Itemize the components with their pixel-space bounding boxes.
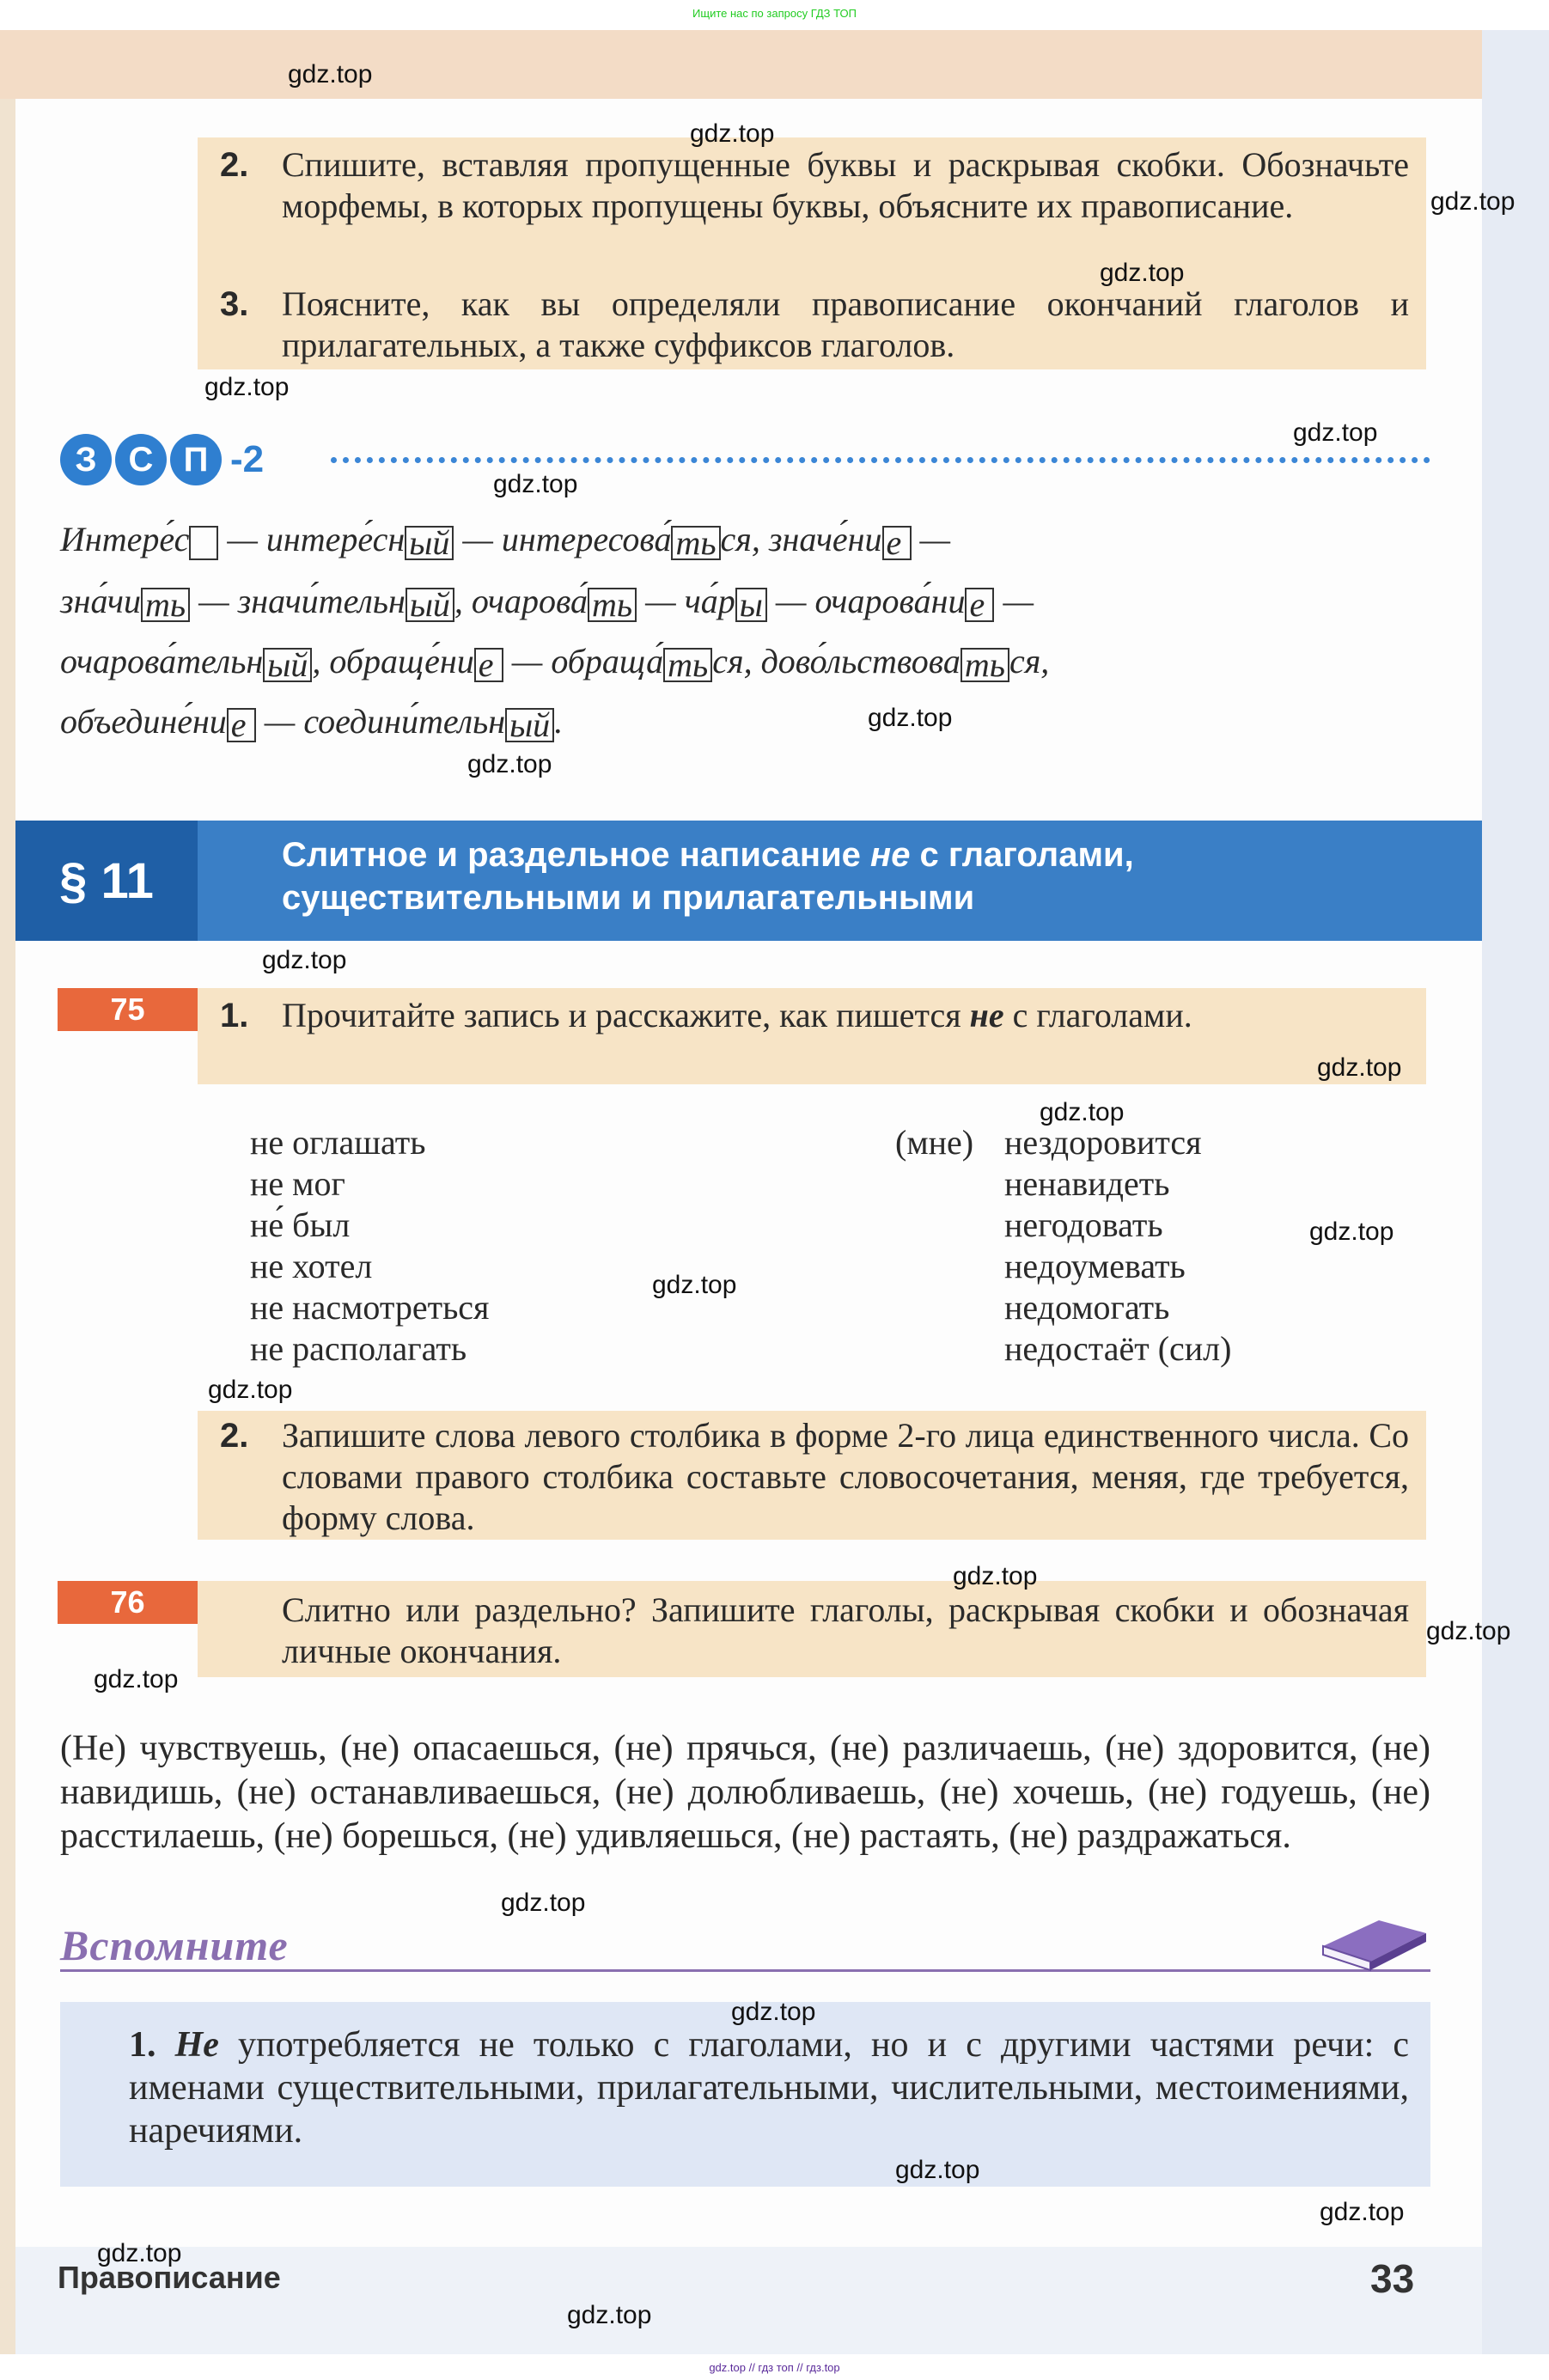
watermark: gdz.top xyxy=(868,704,953,732)
exercise-76-text: (Не) чувствуешь, (не) опасаешься, (не) прячься, (не) различаешь, (не) здоровится, (не) навидишь, (не) останавливаешься, (не) долюбливаешь, (не) хочешь, (не) годуешь, (не) расстилаешь, (не) борешься, (не) удивляешься, (не) растаять, (не) раздражаться. xyxy=(60,1729,1430,1856)
watermark: gdz.top xyxy=(1309,1217,1394,1246)
morpheme-line xyxy=(60,577,1034,626)
zsp-letter: З xyxy=(60,434,112,485)
ending-box: ть xyxy=(141,588,190,622)
task-76: Слитно или раздельно? Запишите глаголы, раскрывая скобки и обозначая личные окончания. xyxy=(282,1590,1409,1670)
remember-heading: Вспомните xyxy=(60,1921,289,1969)
word-part: очарова́тельн xyxy=(60,642,264,680)
watermark: gdz.top xyxy=(467,750,552,778)
task-text: Запишите слова левого столбика в форме 2-го лица единственного числа. Со словами правого столбика составьте словосочетания, меняя, где требуется, форму слова. xyxy=(282,1416,1409,1537)
rule-em: Не xyxy=(174,2025,219,2065)
word-item: негодовать xyxy=(1004,1205,1163,1244)
word-part: Интере́с xyxy=(60,520,190,558)
ending-box: е xyxy=(882,526,912,560)
page-top-band xyxy=(0,30,1482,99)
ending-box: ый xyxy=(263,648,312,682)
page-left-edge xyxy=(0,99,15,2354)
word-part: — обраща́ xyxy=(503,642,664,680)
word-part: — xyxy=(994,582,1034,620)
word-part: — соедини́тельн xyxy=(255,702,506,741)
watermark: gdz.top xyxy=(501,1889,586,1917)
ending-box: ый xyxy=(405,526,454,560)
watermark: gdz.top xyxy=(731,1998,816,2026)
watermark: gdz.top xyxy=(1100,259,1185,287)
title-part: Слитное и раздельное написание xyxy=(282,836,871,874)
remember-text xyxy=(129,2023,1409,2152)
task-text: Поясните, как вы определяли правописание окончаний глаголов и прилагательных, а также суффиксов глаголов. xyxy=(282,284,1409,364)
watermark: gdz.top xyxy=(1040,1098,1125,1126)
task-em: не xyxy=(969,996,1004,1034)
word-prefix: (мне) xyxy=(895,1123,974,1162)
ending-box: е xyxy=(965,588,994,622)
word-item: недомогать xyxy=(1004,1288,1170,1327)
watermark: gdz.top xyxy=(208,1376,293,1404)
task-number: 2. xyxy=(220,146,249,184)
ending-box: ый xyxy=(406,588,454,622)
section-title xyxy=(282,833,1467,919)
rule-number: 1. xyxy=(129,2025,156,2065)
word-part: , обраще́ни xyxy=(312,642,474,680)
word-part: — очарова́ни xyxy=(766,582,966,620)
word-item: не оглашать xyxy=(250,1123,426,1162)
ending-box: ть xyxy=(588,588,637,622)
task-text: Прочитайте запись и расскажите, как пишется xyxy=(282,996,970,1034)
watermark: gdz.top xyxy=(1430,187,1515,216)
ending-box: ы xyxy=(735,588,767,622)
word-item: не хотел xyxy=(250,1247,373,1285)
footer-section: Правописание xyxy=(58,2260,281,2295)
watermark: gdz.top xyxy=(493,470,578,498)
watermark: gdz.top xyxy=(94,1665,179,1693)
watermark: gdz.top xyxy=(204,373,290,401)
title-part: с глаголами, существительными и прилагательными xyxy=(282,836,1134,917)
section-number: § 11 xyxy=(15,821,198,941)
watermark: gdz.top xyxy=(690,119,775,148)
word-column-right xyxy=(1004,1122,1231,1370)
task-text: с глаголами. xyxy=(1003,996,1192,1034)
word-item: не насмотреться xyxy=(250,1288,490,1327)
word-item: недоумевать xyxy=(1004,1247,1186,1285)
exercise-badge-76: 76 xyxy=(58,1581,198,1624)
book-icon xyxy=(1319,1903,1430,1976)
word-item: ненавидеть xyxy=(1004,1164,1170,1203)
ending-box: ть xyxy=(961,648,1009,682)
task-number: 3. xyxy=(220,285,249,323)
word-item: не мог xyxy=(250,1164,345,1203)
exercise-badge-75: 75 xyxy=(58,988,198,1031)
watermark: gdz.top xyxy=(1317,1053,1402,1082)
word-part: — интересова́ xyxy=(454,520,672,558)
task-2-prev xyxy=(220,144,1409,227)
watermark: gdz.top xyxy=(1293,418,1378,447)
word-part: зна́чи xyxy=(60,582,142,620)
watermark: gdz.top xyxy=(288,60,373,88)
word-item: не́ был xyxy=(250,1205,351,1244)
ending-box: е xyxy=(474,648,503,682)
word-part: ся, значе́ни xyxy=(720,520,882,558)
word-part: объедине́ни xyxy=(60,702,227,741)
ending-box: ть xyxy=(663,648,712,682)
word-part: . xyxy=(554,702,564,741)
remember-underline xyxy=(60,1969,1430,1972)
ending-box: ть xyxy=(671,526,720,560)
ending-box xyxy=(189,526,218,560)
watermark: gdz.top xyxy=(652,1271,737,1299)
page-number: 33 xyxy=(1370,2256,1415,2301)
word-part: — xyxy=(911,520,951,558)
dotted-divider xyxy=(331,457,1430,463)
rule-text: употребляется не только с глаголами, но и с другими частями речи: с именами существительными, прилагательными, числительными, местоимениями, наречиями. xyxy=(129,2025,1410,2151)
watermark: gdz.top xyxy=(895,2156,980,2184)
task-75-2 xyxy=(220,1415,1409,1539)
morpheme-line xyxy=(60,698,563,746)
task-75-1 xyxy=(220,995,1409,1036)
word-part: ся, дово́льствова xyxy=(712,642,961,680)
word-part: ся, xyxy=(1009,642,1050,680)
ending-box: е xyxy=(227,708,256,742)
word-item: не располагать xyxy=(250,1329,467,1368)
word-part: — интере́сн xyxy=(218,520,406,558)
zsp-number: -2 xyxy=(230,438,265,480)
watermark: gdz.top xyxy=(97,2239,182,2267)
task-number: 1. xyxy=(220,997,249,1034)
morpheme-line xyxy=(60,516,950,564)
task-number: 2. xyxy=(220,1417,249,1455)
morpheme-line xyxy=(60,638,1049,686)
watermark: gdz.top xyxy=(953,1562,1038,1590)
title-em: не xyxy=(870,836,911,874)
word-part: — значи́тельн xyxy=(190,582,406,620)
ending-box: ый xyxy=(505,708,554,742)
word-part: , очарова́ xyxy=(454,582,588,620)
zsp-label xyxy=(60,434,264,485)
task-3-prev xyxy=(220,284,1409,366)
watermark: gdz.top xyxy=(567,2301,652,2329)
word-column-left xyxy=(250,1122,489,1370)
word-part: — ча́р xyxy=(637,582,735,620)
watermark: gdz.top xyxy=(1426,1617,1511,1645)
word-item: недостаёт (сил) xyxy=(1004,1329,1232,1368)
watermark: gdz.top xyxy=(1320,2198,1405,2226)
word-item: нездоровится xyxy=(1004,1123,1202,1162)
top-banner: Ищите нас по запросу ГДЗ ТОП xyxy=(0,0,1549,30)
watermark: gdz.top xyxy=(262,946,347,974)
zsp-letter: С xyxy=(115,434,167,485)
bottom-banner: gdz.top // гдз топ // гдз.top xyxy=(0,2354,1549,2380)
zsp-letter: П xyxy=(170,434,222,485)
task-text: Спишите, вставляя пропущенные буквы и раскрывая скобки. Обозначьте морфемы, в которых пропущены буквы, объясните их правописание. xyxy=(282,145,1409,225)
page-right-margin xyxy=(1482,30,1549,2354)
